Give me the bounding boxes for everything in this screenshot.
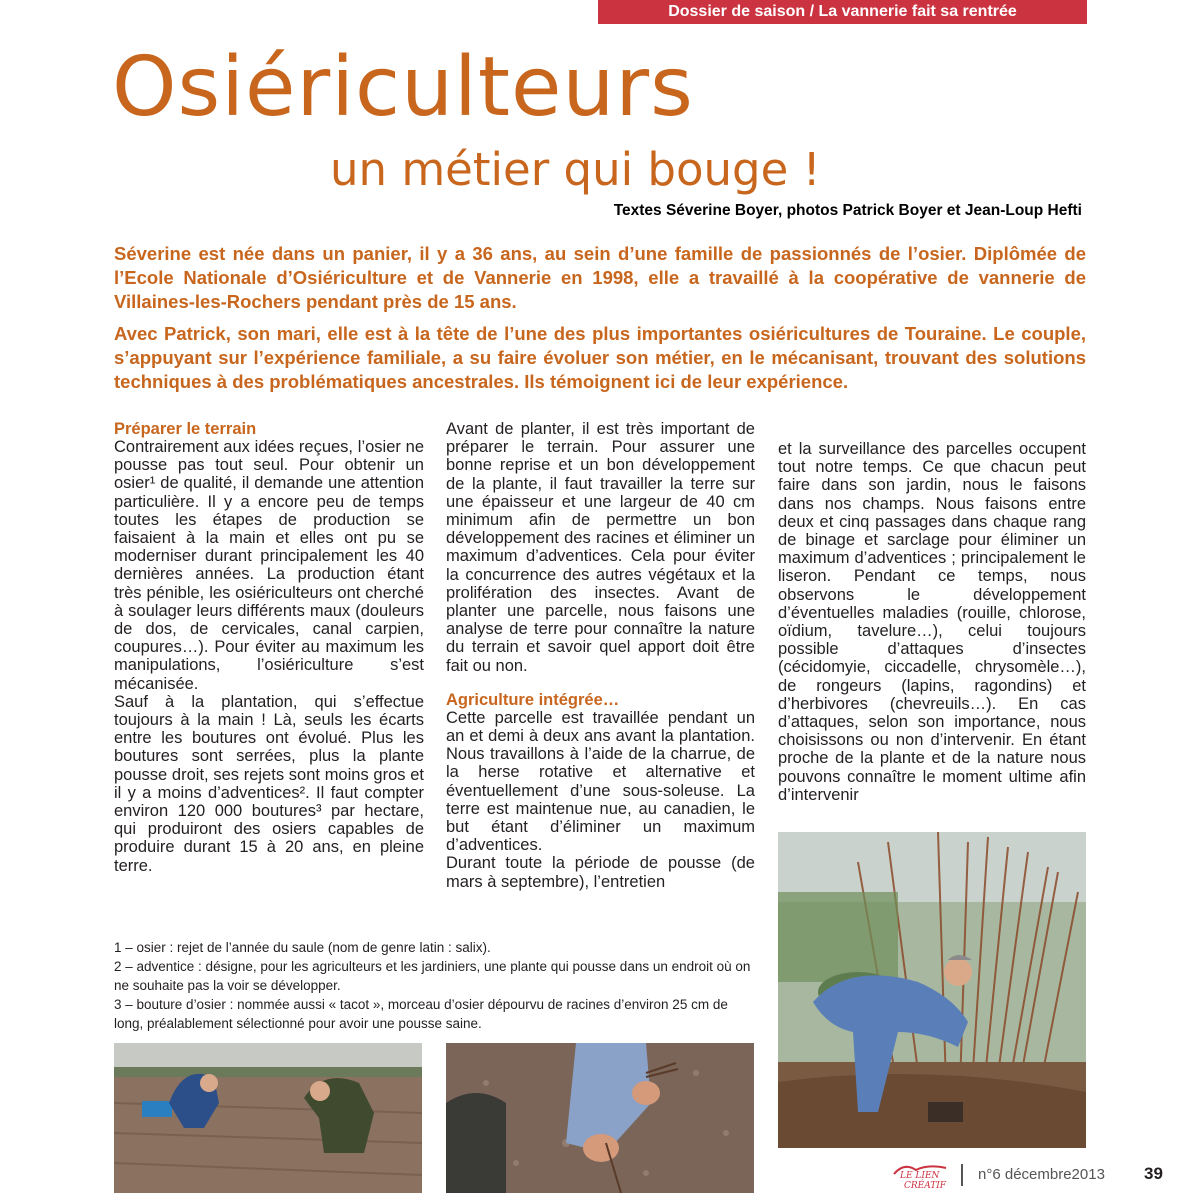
footnotes bbox=[114, 938, 754, 1033]
text-column-2 bbox=[446, 420, 755, 891]
body-paragraph: Avant de planter, il est très important de préparer le terrain. Pour assurer une bonne reprise et un bon développement de la plante, il faut travailler la terre sur une épaisseur et une largeur de 40 cm minimum afin de permettre un bon développement des racines et éliminer un maximum d’adventices. Cela pour éviter la concurrence des autres végétaux et la prolifération des insectes. Avant de planter une parcelle, nous faisons une analyse de terre pour connaître la nature du terrain et savoir quel apport doit être fait ou non. bbox=[446, 420, 755, 675]
svg-text:CRÉATIF: CRÉATIF bbox=[904, 1181, 947, 1190]
footer-divider bbox=[961, 1164, 963, 1186]
section-heading: Préparer le terrain bbox=[114, 420, 257, 438]
article-byline: Textes Séverine Boyer, photos Patrick Boyer et Jean-Loup Hefti bbox=[613, 202, 1082, 219]
issue-date: n°6 décembre2013 bbox=[978, 1166, 1105, 1183]
body-paragraph: Durant toute la période de pousse (de mars à septembre), l’entretien bbox=[446, 854, 755, 891]
photo-planting-field bbox=[114, 1043, 422, 1193]
body-paragraph: et la surveillance des parcelles occupent tout notre temps. Ce que chacun peut faire dans son jardin, nous le faisons dans nos champs. Nous faisons entre deux et cinq passages dans chaque rang de binage et sarclage pour éliminer un maximum d’adventices ; principalement le liseron. Pendant ce temps, nous observons le développement d’éventuelles maladies (rouille, chlorose, oïdium, tavelure…), celui toujours possible d’attaques d’insectes (cécidomyie, ciccadelle, chrysomèle…), de rongeurs (lapins, ragondins) et d’herbivores (chevreuils…). En cas d’attaques, selon son importance, nous choisissons ou non d’intervenir. En étant proche de la plante et de la nature nous pouvons connaître le moment ultime afin d’intervenir bbox=[778, 440, 1086, 804]
footnote: 3 – bouture d’osier : nommée aussi « tacot », morceau d’osier dépourvu de racines d’environ 25 cm de long, préalablement sélectionné pour avoir une pousse saine. bbox=[114, 997, 728, 1031]
article-intro bbox=[114, 242, 1086, 402]
footnote: 2 – adventice : désigne, pour les agriculteurs et les jardiniers, une plante qui pousse dans un endroit où on ne souhaite pas la voir se développer. bbox=[114, 959, 751, 993]
text-column-3 bbox=[778, 440, 1086, 804]
intro-paragraph: Séverine est née dans un panier, il y a 36 ans, au sein d’une famille de passionnés de l’osier. Diplômée de l’Ecole Nationale d’Osiériculture et de Vannerie en 1998, elle a travaillé à la coopérative de vannerie de Villaines-les-Rochers pendant près de 15 ans. bbox=[114, 243, 1086, 312]
body-paragraph: Contrairement aux idées reçues, l’osier ne pousse pas tout seul. Pour obtenir un osier¹ de qualité, il demande une attention particulière. Il y a encore peu de temps toutes les étapes de production se faisaient à la main et elles ont pu se moderniser durant principalement les 40 dernières années. La production étant très pénible, les osiériculteurs ont cherché à soulager leurs différents maux (douleurs de dos, de cervicales, canal carpien, coupures…). Pour éviter au maximum les manipulations, l’osiériculture s’est mécanisée. bbox=[114, 438, 424, 693]
article-subtitle: un métier qui bouge ! bbox=[330, 143, 821, 196]
intro-paragraph: Avec Patrick, son mari, elle est à la tête de l’une des plus importantes osiéricultures de Touraine. Le couple, s’appuyant sur l’expérience familiale, a su faire évoluer son métier, en le mécanisant, trouvant des solutions techniques à des problématiques ancestrales. Ils témoignent ici de leur expérience. bbox=[114, 323, 1086, 392]
magazine-logo bbox=[888, 1160, 952, 1190]
text-column-1 bbox=[114, 420, 424, 875]
footnote: 1 – osier : rejet de l’année du saule (nom de genre latin : salix). bbox=[114, 940, 491, 955]
article-title: Osiériculteurs bbox=[112, 40, 694, 135]
photo-planting-cuttings bbox=[446, 1043, 754, 1193]
body-paragraph: Cette parcelle est travaillée pendant un an et demi à deux ans avant la plantation. Nous travaillons à l’aide de la charrue, de la herse rotative et alternative et éventuellement d’une sous-soleuse. La terre est maintenue nue, au canadien, le but étant d’éliminer un maximum d’adventices. bbox=[446, 708, 755, 855]
page-number: 39 bbox=[1144, 1164, 1163, 1183]
body-paragraph: Sauf à la plantation, qui s’effectue toujours à la main ! Là, seuls les écarts entre les boutures ont évolué. Plus les boutures sont serrées, plus la plante pousse droit, ses rejets sont moins gros et il y a moins d’adventices². Il faut compter environ 120 000 boutures³ par hectare, qui produiront des osiers capables de produire durant 15 à 20 ans, en pleine terre. bbox=[114, 692, 424, 875]
svg-text:LE LIEN: LE LIEN bbox=[900, 1171, 940, 1181]
section-banner: Dossier de saison / La vannerie fait sa rentrée bbox=[598, 0, 1087, 24]
photo-willow-harvest bbox=[778, 832, 1086, 1148]
section-heading: Agriculture intégrée… bbox=[446, 690, 620, 709]
